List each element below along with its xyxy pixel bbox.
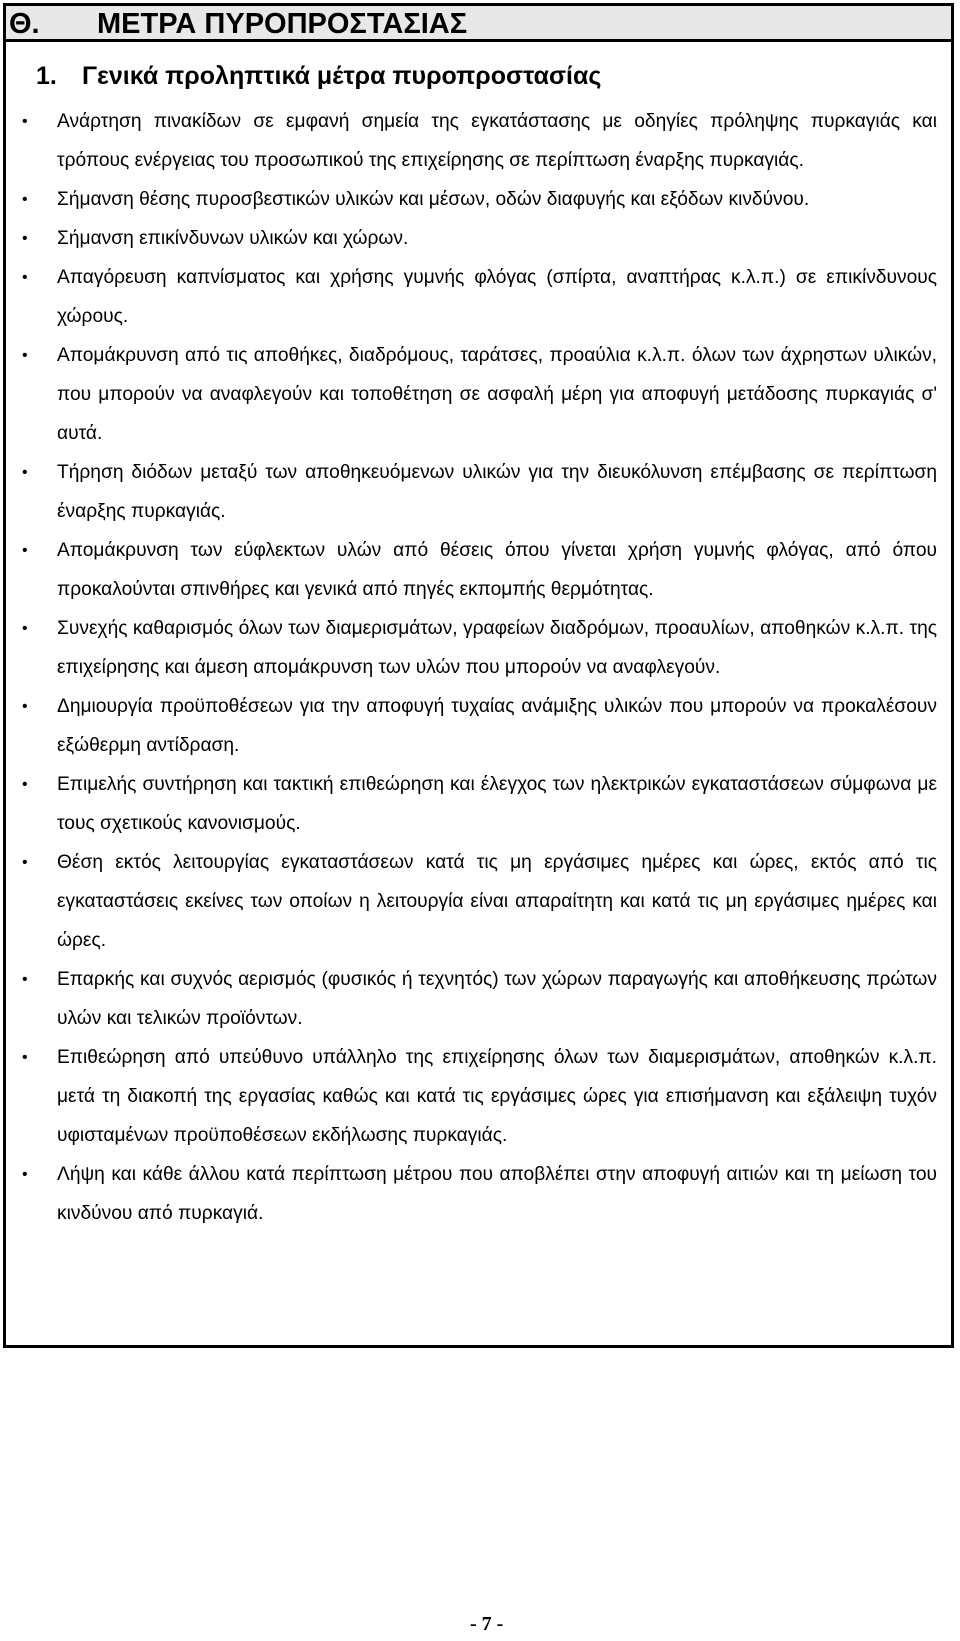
list-item-text: Θέση εκτός λειτουργίας εγκαταστάσεων κατά τις μη εργάσιμες ημέρες και ώρες, εκτός από τις εγκαταστάσεις εκείνες των οποίων η λειτουργία είναι απαραίτητη και κατά τις μη εργάσιμες ημέρες και ώρες. [57,852,937,951]
bullet-icon: • [22,1166,28,1183]
list-item-text: Απαγόρευση καπνίσματος και χρήσης γυμνής φλόγας (σπίρτα, αναπτήρας κ.λ.π.) σε επικίνδυνους χώρους. [57,267,937,327]
bullet-icon: • [22,191,28,208]
list-item-text: Συνεχής καθαρισμός όλων των διαμερισμάτων, γραφείων διαδρόμων, προαυλίων, αποθηκών κ.λ.π. της επιχείρησης και άμεση απομάκρυνση των υλών που μπορούν να αναφλεγούν. [57,618,937,678]
list-item [6,258,951,336]
list-item [6,180,951,219]
bullet-icon: • [22,464,28,481]
bullet-icon: • [22,971,28,988]
section-title: ΜΕΤΡΑ ΠΥΡΟΠΡΟΣΤΑΣΙΑΣ [97,8,468,40]
list-item [6,687,951,765]
bullet-icon: • [22,1049,28,1066]
bullet-icon: • [22,620,28,637]
list-item-text: Απομάκρυνση των εύφλεκτων υλών από θέσεις όπου γίνεται χρήση γυμνής φλόγας, από όπου προκαλούνται σπινθήρες και γενικά από πηγές εκπομπής θερμότητας. [57,540,937,600]
list-item-text: Σήμανση θέσης πυροσβεστικών υλικών και μέσων, οδών διαφυγής και εξόδων κινδύνου. [57,189,810,210]
list-item [6,219,951,258]
section-letter: Θ. [9,8,40,40]
section-header [6,6,951,42]
list-item [6,102,951,180]
bullet-icon: • [22,347,28,364]
list-item-text: Δημιουργία προϋποθέσεων για την αποφυγή τυχαίας ανάμιξης υλικών που μπορούν να προκαλέσουν εξώθερμη αντίδραση. [57,696,937,756]
list-item-text: Επαρκής και συχνός αερισμός (φυσικός ή τεχνητός) των χώρων παραγωγής και αποθήκευσης πρώτων υλών και τελικών προϊόντων. [57,969,937,1029]
list-item-text: Τήρηση διόδων μεταξύ των αποθηκευόμενων υλικών για την διευκόλυνση επέμβασης σε περίπτωση έναρξης πυρκαγιάς. [57,462,937,522]
list-item [6,1038,951,1155]
list-item [6,1155,951,1233]
document-frame [3,3,954,1348]
list-item [6,960,951,1038]
bullet-icon: • [22,698,28,715]
list-item-text: Απομάκρυνση από τις αποθήκες, διαδρόμους, ταράτσες, προαύλια κ.λ.π. όλων των άχρηστων υλικών, που μπορούν να αναφλεγούν και τοποθέτηση σε ασφαλή μέρη για αποφυγή μετάδοσης πυρκαγιάς σ' αυτά. [57,345,937,444]
bullet-icon: • [22,542,28,559]
list-item-text: Λήψη και κάθε άλλου κατά περίπτωση μέτρου που αποβλέπει στην αποφυγή αιτιών και τη μείωση του κινδύνου από πυρκαγιά. [57,1164,937,1224]
bullet-icon: • [22,854,28,871]
bullet-icon: • [22,113,28,130]
list-item-text: Επιμελής συντήρηση και τακτική επιθεώρηση και έλεγχος των ηλεκτρικών εγκαταστάσεων σύμφωνα με τους σχετικούς κανονισμούς. [57,774,937,834]
subsection-heading [36,56,601,96]
list-item [6,453,951,531]
list-item [6,765,951,843]
page-number: - 7 - [470,1613,504,1635]
list-item-text: Ανάρτηση πινακίδων σε εμφανή σημεία της εγκατάστασης με οδηγίες πρόληψης πυρκαγιάς και τρόπους ενέργειας του προσωπικού της επιχείρησης σε περίπτωση έναρξης πυρκαγιάς. [57,111,937,171]
list-item [6,531,951,609]
bullet-icon: • [22,269,28,286]
bullet-icon: • [22,776,28,793]
measures-list [6,102,951,1233]
subsection-title: Γενικά προληπτικά μέτρα πυροπροστασίας [82,62,602,90]
bullet-icon: • [22,230,28,247]
list-item-text: Σήμανση επικίνδυνων υλικών και χώρων. [57,228,409,249]
subsection-number: 1. [36,62,57,90]
list-item [6,843,951,960]
list-item-text: Επιθεώρηση από υπεύθυνο υπάλληλο της επιχείρησης όλων των διαμερισμάτων, αποθηκών κ.λ.π. μετά τη διακοπή της εργασίας καθώς και κατά τις εργάσιμες ώρες για επισήμανση και εξάλειψη τυχόν υφισταμένων προϋποθέσεων εκδήλωσης πυρκαγιάς. [57,1047,937,1146]
list-item [6,609,951,687]
list-item [6,336,951,453]
